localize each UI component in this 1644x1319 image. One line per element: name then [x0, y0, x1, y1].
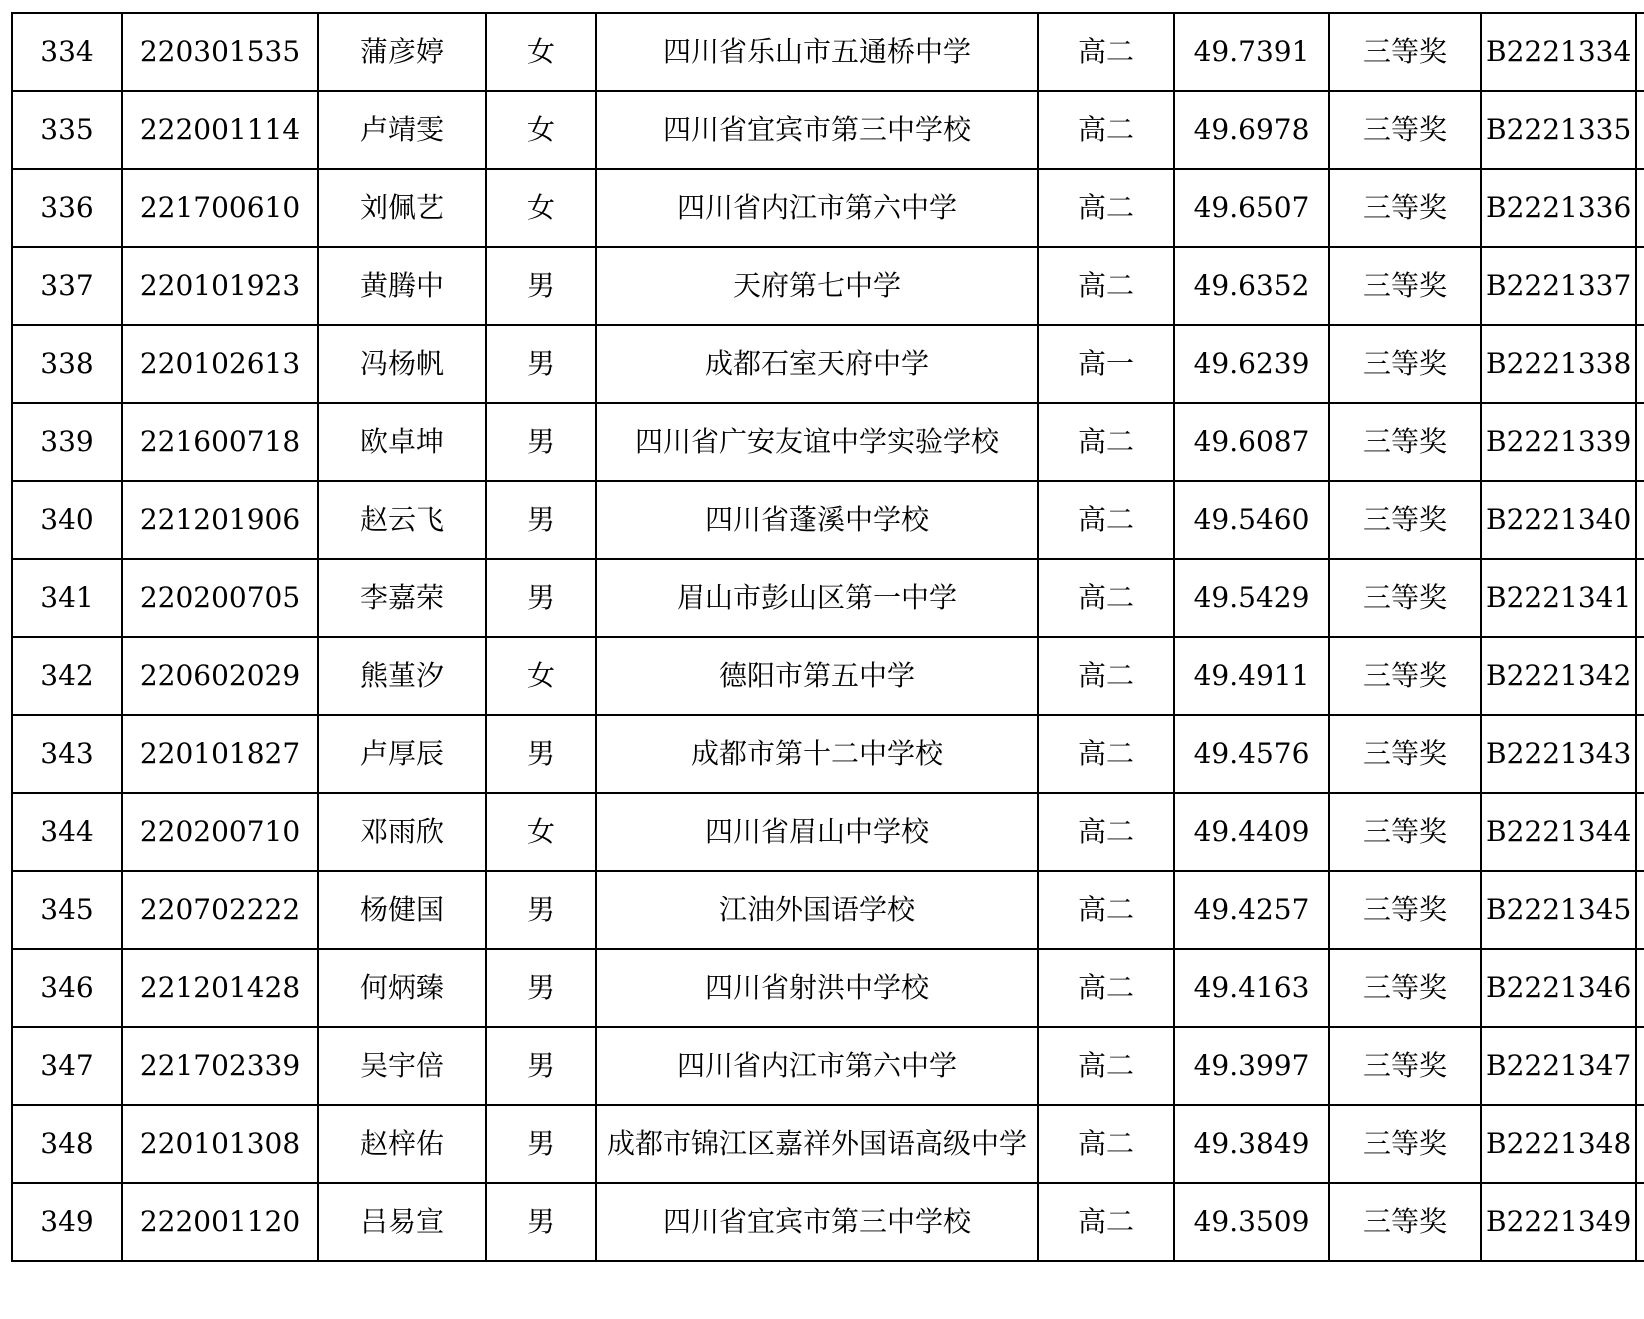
gender-cell: 男 [486, 949, 596, 1027]
certificate-number-cell: B2221339 [1481, 403, 1636, 481]
award-cell: 三等奖 [1329, 1105, 1481, 1183]
gender-cell: 男 [486, 1183, 596, 1261]
row-index-cell: 348 [12, 1105, 122, 1183]
gender-cell: 男 [486, 247, 596, 325]
school-cell: 四川省广安友谊中学实验学校 [596, 403, 1038, 481]
student-name-cell: 赵梓佑 [318, 1105, 486, 1183]
exam-number-cell: 220102613 [122, 325, 318, 403]
school-cell: 德阳市第五中学 [596, 637, 1038, 715]
award-cell: 三等奖 [1329, 715, 1481, 793]
exam-number-cell: 221201428 [122, 949, 318, 1027]
table-row [12, 871, 1644, 949]
score-cell: 49.4576 [1174, 715, 1329, 793]
grade-cell: 高二 [1038, 637, 1174, 715]
school-cell: 成都石室天府中学 [596, 325, 1038, 403]
trailing-cell [1636, 91, 1644, 169]
grade-cell: 高二 [1038, 13, 1174, 91]
certificate-number-cell: B2221345 [1481, 871, 1636, 949]
score-cell: 49.4911 [1174, 637, 1329, 715]
grade-cell: 高二 [1038, 1027, 1174, 1105]
grade-cell: 高二 [1038, 403, 1174, 481]
award-cell: 三等奖 [1329, 871, 1481, 949]
exam-number-cell: 220602029 [122, 637, 318, 715]
trailing-cell [1636, 13, 1644, 91]
row-index-cell: 334 [12, 13, 122, 91]
grade-cell: 高二 [1038, 793, 1174, 871]
exam-number-cell: 220101308 [122, 1105, 318, 1183]
gender-cell: 女 [486, 637, 596, 715]
score-cell: 49.4409 [1174, 793, 1329, 871]
gender-cell: 男 [486, 871, 596, 949]
gender-cell: 男 [486, 403, 596, 481]
exam-number-cell: 220101923 [122, 247, 318, 325]
trailing-cell [1636, 325, 1644, 403]
score-cell: 49.3849 [1174, 1105, 1329, 1183]
gender-cell: 男 [486, 481, 596, 559]
student-name-cell: 蒲彦婷 [318, 13, 486, 91]
certificate-number-cell: B2221334 [1481, 13, 1636, 91]
row-index-cell: 336 [12, 169, 122, 247]
grade-cell: 高二 [1038, 1105, 1174, 1183]
certificate-number-cell: B2221337 [1481, 247, 1636, 325]
student-name-cell: 吴宇倍 [318, 1027, 486, 1105]
row-index-cell: 340 [12, 481, 122, 559]
trailing-cell [1636, 1105, 1644, 1183]
gender-cell: 男 [486, 1027, 596, 1105]
table-row [12, 169, 1644, 247]
school-cell: 成都市第十二中学校 [596, 715, 1038, 793]
exam-number-cell: 222001114 [122, 91, 318, 169]
certificate-number-cell: B2221342 [1481, 637, 1636, 715]
award-cell: 三等奖 [1329, 169, 1481, 247]
exam-number-cell: 220200710 [122, 793, 318, 871]
table-row [12, 13, 1644, 91]
award-cell: 三等奖 [1329, 559, 1481, 637]
exam-number-cell: 221600718 [122, 403, 318, 481]
school-cell: 四川省眉山中学校 [596, 793, 1038, 871]
gender-cell: 女 [486, 13, 596, 91]
certificate-number-cell: B2221343 [1481, 715, 1636, 793]
score-cell: 49.4257 [1174, 871, 1329, 949]
gender-cell: 男 [486, 559, 596, 637]
grade-cell: 高二 [1038, 715, 1174, 793]
score-cell: 49.6087 [1174, 403, 1329, 481]
certificate-number-cell: B2221344 [1481, 793, 1636, 871]
gender-cell: 女 [486, 793, 596, 871]
award-cell: 三等奖 [1329, 637, 1481, 715]
school-cell: 四川省宜宾市第三中学校 [596, 1183, 1038, 1261]
school-cell: 成都市锦江区嘉祥外国语高级中学 [596, 1105, 1038, 1183]
trailing-cell [1636, 247, 1644, 325]
row-index-cell: 338 [12, 325, 122, 403]
grade-cell: 高二 [1038, 91, 1174, 169]
exam-number-cell: 221702339 [122, 1027, 318, 1105]
trailing-cell [1636, 871, 1644, 949]
school-cell: 四川省蓬溪中学校 [596, 481, 1038, 559]
row-index-cell: 337 [12, 247, 122, 325]
student-name-cell: 欧卓坤 [318, 403, 486, 481]
row-index-cell: 343 [12, 715, 122, 793]
score-cell: 49.5460 [1174, 481, 1329, 559]
row-index-cell: 339 [12, 403, 122, 481]
school-cell: 四川省乐山市五通桥中学 [596, 13, 1038, 91]
student-name-cell: 熊堇汐 [318, 637, 486, 715]
grade-cell: 高二 [1038, 1183, 1174, 1261]
score-cell: 49.6352 [1174, 247, 1329, 325]
certificate-number-cell: B2221349 [1481, 1183, 1636, 1261]
award-cell: 三等奖 [1329, 793, 1481, 871]
exam-number-cell: 221700610 [122, 169, 318, 247]
trailing-cell [1636, 169, 1644, 247]
grade-cell: 高二 [1038, 871, 1174, 949]
award-cell: 三等奖 [1329, 91, 1481, 169]
results-sheet [11, 12, 1644, 1262]
score-cell: 49.7391 [1174, 13, 1329, 91]
student-name-cell: 邓雨欣 [318, 793, 486, 871]
row-index-cell: 345 [12, 871, 122, 949]
row-index-cell: 349 [12, 1183, 122, 1261]
table-row [12, 1183, 1644, 1261]
grade-cell: 高一 [1038, 325, 1174, 403]
student-name-cell: 杨健国 [318, 871, 486, 949]
exam-number-cell: 220702222 [122, 871, 318, 949]
exam-number-cell: 220200705 [122, 559, 318, 637]
student-name-cell: 黄腾中 [318, 247, 486, 325]
trailing-cell [1636, 1027, 1644, 1105]
award-cell: 三等奖 [1329, 403, 1481, 481]
award-cell: 三等奖 [1329, 1183, 1481, 1261]
student-name-cell: 刘佩艺 [318, 169, 486, 247]
trailing-cell [1636, 403, 1644, 481]
table-row [12, 559, 1644, 637]
grade-cell: 高二 [1038, 559, 1174, 637]
exam-number-cell: 222001120 [122, 1183, 318, 1261]
score-cell: 49.3509 [1174, 1183, 1329, 1261]
award-cell: 三等奖 [1329, 481, 1481, 559]
table-row [12, 403, 1644, 481]
table-row [12, 715, 1644, 793]
grade-cell: 高二 [1038, 481, 1174, 559]
gender-cell: 女 [486, 169, 596, 247]
trailing-cell [1636, 1183, 1644, 1261]
trailing-cell [1636, 637, 1644, 715]
certificate-number-cell: B2221348 [1481, 1105, 1636, 1183]
table-row [12, 1027, 1644, 1105]
student-name-cell: 何炳臻 [318, 949, 486, 1027]
exam-number-cell: 221201906 [122, 481, 318, 559]
grade-cell: 高二 [1038, 169, 1174, 247]
student-name-cell: 吕易宣 [318, 1183, 486, 1261]
student-name-cell: 卢靖雯 [318, 91, 486, 169]
certificate-number-cell: B2221338 [1481, 325, 1636, 403]
school-cell: 天府第七中学 [596, 247, 1038, 325]
award-cell: 三等奖 [1329, 325, 1481, 403]
student-name-cell: 卢厚辰 [318, 715, 486, 793]
certificate-number-cell: B2221346 [1481, 949, 1636, 1027]
school-cell: 眉山市彭山区第一中学 [596, 559, 1038, 637]
row-index-cell: 335 [12, 91, 122, 169]
award-cell: 三等奖 [1329, 13, 1481, 91]
exam-number-cell: 220101827 [122, 715, 318, 793]
school-cell: 四川省宜宾市第三中学校 [596, 91, 1038, 169]
award-cell: 三等奖 [1329, 247, 1481, 325]
certificate-number-cell: B2221341 [1481, 559, 1636, 637]
row-index-cell: 346 [12, 949, 122, 1027]
table-row [12, 481, 1644, 559]
award-results-table [11, 12, 1644, 1262]
gender-cell: 男 [486, 715, 596, 793]
table-row [12, 325, 1644, 403]
student-name-cell: 冯杨帆 [318, 325, 486, 403]
certificate-number-cell: B2221347 [1481, 1027, 1636, 1105]
exam-number-cell: 220301535 [122, 13, 318, 91]
score-cell: 49.6239 [1174, 325, 1329, 403]
award-cell: 三等奖 [1329, 949, 1481, 1027]
trailing-cell [1636, 715, 1644, 793]
grade-cell: 高二 [1038, 247, 1174, 325]
gender-cell: 男 [486, 1105, 596, 1183]
award-cell: 三等奖 [1329, 1027, 1481, 1105]
trailing-cell [1636, 559, 1644, 637]
score-cell: 49.6978 [1174, 91, 1329, 169]
school-cell: 四川省内江市第六中学 [596, 169, 1038, 247]
certificate-number-cell: B2221336 [1481, 169, 1636, 247]
table-row [12, 949, 1644, 1027]
grade-cell: 高二 [1038, 949, 1174, 1027]
table-row [12, 247, 1644, 325]
row-index-cell: 341 [12, 559, 122, 637]
student-name-cell: 李嘉荣 [318, 559, 486, 637]
row-index-cell: 344 [12, 793, 122, 871]
school-cell: 四川省内江市第六中学 [596, 1027, 1038, 1105]
row-index-cell: 342 [12, 637, 122, 715]
score-cell: 49.3997 [1174, 1027, 1329, 1105]
school-cell: 四川省射洪中学校 [596, 949, 1038, 1027]
row-index-cell: 347 [12, 1027, 122, 1105]
certificate-number-cell: B2221335 [1481, 91, 1636, 169]
student-name-cell: 赵云飞 [318, 481, 486, 559]
table-row [12, 637, 1644, 715]
table-row [12, 91, 1644, 169]
trailing-cell [1636, 793, 1644, 871]
gender-cell: 女 [486, 91, 596, 169]
table-row [12, 793, 1644, 871]
table-row [12, 1105, 1644, 1183]
score-cell: 49.5429 [1174, 559, 1329, 637]
gender-cell: 男 [486, 325, 596, 403]
score-cell: 49.6507 [1174, 169, 1329, 247]
school-cell: 江油外国语学校 [596, 871, 1038, 949]
trailing-cell [1636, 481, 1644, 559]
table-body [12, 13, 1644, 1261]
score-cell: 49.4163 [1174, 949, 1329, 1027]
trailing-cell [1636, 949, 1644, 1027]
certificate-number-cell: B2221340 [1481, 481, 1636, 559]
